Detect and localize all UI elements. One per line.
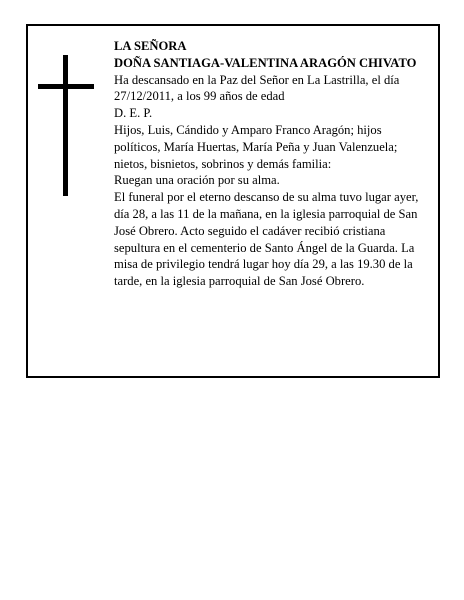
cross-icon-crossbar bbox=[38, 84, 94, 89]
dep-line: D. E. P. bbox=[114, 106, 153, 121]
prayer-request: Ruegan una oración por su alma. bbox=[114, 173, 280, 188]
death-info: Ha descansado en la Paz del Señor en La Lastrilla, el día 27/12/2011, a los 99 años de edad bbox=[114, 72, 400, 104]
cross-icon bbox=[63, 55, 68, 196]
deceased-name: DOÑA SANTIAGA-VALENTINA ARAGÓN CHIVATO bbox=[114, 55, 417, 70]
deceased-title: LA SEÑORA bbox=[114, 39, 187, 53]
family-list: Hijos, Luis, Cándido y Amparo Franco Aragón; hijos políticos, María Huertas, María Peña y Juan Valenzuela; nietos, bisnietos, sobrinos y demás familia: bbox=[114, 122, 398, 171]
funeral-details: El funeral por el eterno descanso de su alma tuvo lugar ayer, día 28, a las 11 de la mañana, en la iglesia parroquial de San José Obrero. Acto seguido el cadáver recibió cristiana sepultura en el cementerio de Santo Ángel de la Guarda. La misa de privilegio tendrá lugar hoy día 29, a las 19.30 de la tarde, en la iglesia parroquial de San José Obrero. bbox=[114, 190, 419, 289]
obituary-text bbox=[114, 38, 430, 290]
